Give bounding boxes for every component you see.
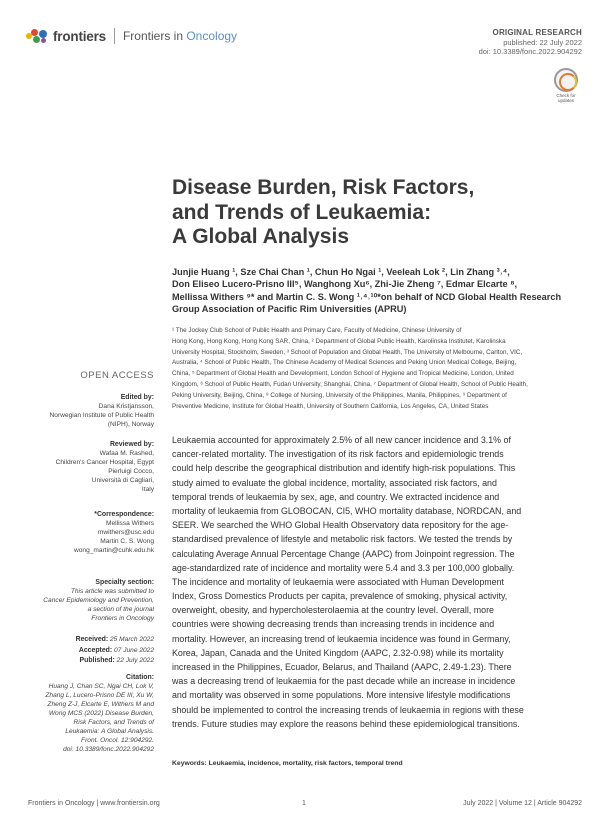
citation-doi[interactable]: doi: 10.3389/fonc.2022.904292 bbox=[63, 746, 154, 753]
footer-journal[interactable]: Frontiers in Oncology | www.frontiersin.org bbox=[28, 800, 160, 807]
email-link-wong[interactable]: wong_martin@cuhk.edu.hk bbox=[73, 547, 154, 554]
frontiers-logo[interactable] bbox=[26, 27, 237, 45]
frontiers-logo-icon bbox=[26, 27, 50, 45]
brand-name: frontiers bbox=[53, 28, 106, 44]
footer-volume: July 2022 | Volume 12 | Article 904292 bbox=[463, 800, 582, 807]
doi[interactable]: doi: 10.3389/fonc.2022.904292 bbox=[478, 47, 582, 56]
logo-divider bbox=[114, 28, 115, 44]
email-link-withers[interactable]: mwithers@usc.edu bbox=[97, 529, 154, 536]
edited-by: Edited by: Dana Kristjansson, Norwegian Institute of Public Health (NIPH), Norway bbox=[49, 394, 154, 428]
abstract: Leukaemia accounted for approximately 2.5% of all new cancer incidence and 3.1% of cancer-related mortality. The investigation of its risk factors and epidemiologic trends could help describe the geographical distribution and identify high-risk populations. This study aimed to evaluate the global incidence, mortality, associated risk factors, and temporal trends of leukaemia by sex, age, and country. We extracted incidence and mortality of leukaemia from GLOBOCAN, CI5, WHO mortality database, NORDCAN, and SEER. We searched the WHO Global Health Observatory data repository for the age- standardised prevalence of lifestyle and metabolic risk factors. We tested the trends by calculating Average Annual Percentage Change (AAPC) from Joinpoint regression. The age-standardized rate of incidence and mortality were 5.4 and 3.3 per 100,000 globally. The incidence and mortality of leukaemia were associated with Human Development Index, Gross Domestics Products per capita, prevalence of smoking, physical activity, overweight, obesity, and hypercholesterolaemia at the country level. Overall, more countries were showing decreasing trends than increasing trends in incidence and mortality. However, an increasing trend of leukaemia incidence was found in Germany, Korea, Japan, Canada and the United Kingdom (AAPC, 2.32-0.98) while its mortality increased in the Philippines, Ecuador, Belarus, and Thailand (AAPC, 2.49-1.23). There was a decreasing trend of leukaemia for the past decade while an increase in incidence and mortality was observed in some populations. More intensive lifestyle modifications should be implemented to control the increasing trends of leukaemia in regions with these trends. Future studies may explore the reasons behind these epidemiological transitions. bbox=[172, 435, 524, 729]
article-type: ORIGINAL RESEARCH bbox=[492, 28, 582, 37]
specialty-section: Specialty section: This article was submitted to Cancer Epidemiology and Prevention, a section of the journal Frontiers in Oncology bbox=[43, 579, 154, 622]
check-for-updates-button[interactable] bbox=[552, 68, 580, 102]
page-number: 1 bbox=[302, 800, 306, 807]
affiliations: ¹ The Jockey Club School of Public Health and Primary Care, Faculty of Medicine, Chinese University of Hong Kong, Hong Kong, Hong Kong SAR, China, ² Department of Global Public Health, Karolinska Institutet, Karolinska University Hospital, Stockholm, Sweden, ³ School of Population and Global Health, The University of Melbourne, Carlton, VIC, Australia, ⁴ School of Public Health, The Chinese Academy of Medical Sciences and Peking Union Medical College, Beijing, China, ⁵ Department of Global Health and Development, London School of Hygiene and Tropical Medicine, London, United Kingdom, ⁶ School of Public Health, Fudan University, Shanghai, China, ⁷ Department of Global Health, School of Public Health, Peking University, Beijing, China, ⁸ College of Nursing, University of the Philippines, Manila, Philippines, ⁹ Department of Preventive Medicine, Institute for Global Health, University of Southern California, Los Angeles, CA, United States bbox=[172, 327, 528, 410]
citation: Citation: Huang J, Chan SC, Ngai CH, Lok V, Zhang L, Lucero-Prisno DE III, Xu W, Zheng Z-J, Elcarte E, Withers M and Wong MCS (2022) Disease Burden, Risk Factors, and Trends of Leukaemia: A Global Analysis. Front. Oncol. 12:904292. doi: 10.3389/fonc.2022.904292 bbox=[30, 673, 154, 754]
article-meta bbox=[479, 28, 582, 57]
correspondence: *Correspondence: Mellissa Withers mwithers@usc.edu Martin C. S. Wong wong_martin@cuhk.edu.hk bbox=[30, 510, 154, 555]
check-updates-label: Check for updates bbox=[556, 93, 576, 103]
check-updates-icon bbox=[554, 68, 578, 92]
open-access-label: OPEN ACCESS bbox=[80, 370, 154, 381]
journal-name: Frontiers in Oncology bbox=[122, 29, 238, 43]
published-date: published: 22 July 2022 bbox=[503, 37, 582, 47]
reviewed-by: Reviewed by: Wafaa M. Rashed, Children's Cancer Hospital, Egypt Pierluigi Cocco, Università di Cagliari, Italy bbox=[55, 441, 154, 493]
keywords-list: Leukaemia, incidence, mortality, risk factors, temporal trend bbox=[208, 760, 403, 767]
keywords-label: Keywords: bbox=[172, 760, 207, 767]
author-list: Junjie Huang ¹, Sze Chai Chan ¹, Chun Ho Ngai ¹, Veeleah Lok ², Lin Zhang ³˒⁴, Don Eliseo Lucero-Prisno III⁵, Wanghong Xu⁶, Zhi-Jie Zheng ⁷, Edmar Elcarte ⁸, Mellissa Withers ⁹* and Martin C. S. Wong ¹˒⁴˒¹⁰*on behalf of NCD Global Health Research Group Association of Pacific Rim Universities (APRU) bbox=[172, 267, 562, 314]
dates: Received: 25 March 2022 Accepted: 07 June 2022 Published: 22 July 2022 bbox=[75, 636, 154, 664]
keywords bbox=[172, 760, 583, 767]
article-title: Disease Burden, Risk Factors, and Trends of Leukaemia: A Global Analysis bbox=[172, 176, 475, 248]
